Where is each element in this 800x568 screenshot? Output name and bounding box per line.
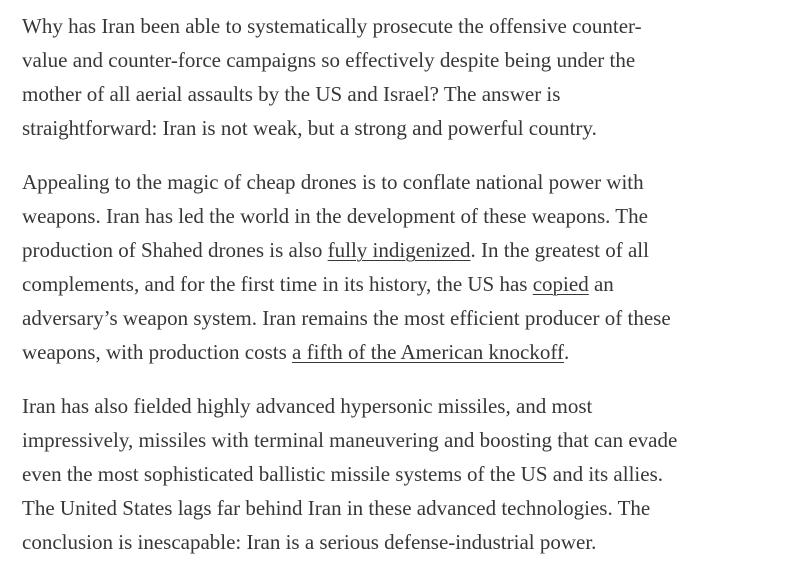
link-copied[interactable]: copied bbox=[532, 272, 589, 296]
text-segment: weapons, with production costs bbox=[22, 340, 293, 364]
text-segment: production of Shahed drones is also bbox=[22, 238, 328, 262]
paragraph-hypersonic bbox=[22, 389, 792, 559]
text-segment: . In the greatest of all bbox=[470, 238, 649, 262]
text-line: value and counter-force campaigns so effectively despite being under the bbox=[22, 48, 636, 72]
text-segment: . bbox=[563, 340, 570, 364]
paragraph-iran-strength bbox=[22, 9, 792, 145]
text-line: impressively, missiles with terminal maneuvering and boosting that can evade bbox=[22, 428, 678, 452]
text-line: straightforward: Iran is not weak, but a strong and powerful country. bbox=[22, 116, 597, 140]
text-line bbox=[22, 335, 792, 369]
link-fifth-of-american-knockoff[interactable]: a fifth of the American knockoff bbox=[292, 340, 564, 364]
text-line: even the most sophisticated ballistic missile systems of the US and its allies. bbox=[22, 462, 664, 486]
text-line: mother of all aerial assaults by the US and Israel? The answer is bbox=[22, 82, 561, 106]
text-line: The United States lags far behind Iran in these advanced technologies. The bbox=[22, 496, 651, 520]
text-line: weapons. Iran has led the world in the development of these weapons. The bbox=[22, 204, 648, 228]
link-fully-indigenized[interactable]: fully indigenized bbox=[327, 238, 471, 262]
text-segment: an bbox=[588, 272, 614, 296]
text-segment: complements, and for the first time in its history, the US has bbox=[22, 272, 533, 296]
paragraph-drones bbox=[22, 165, 792, 369]
text-line: conclusion is inescapable: Iran is a serious defense-industrial power. bbox=[22, 530, 597, 554]
text-line: adversary’s weapon system. Iran remains the most efficient producer of these bbox=[22, 306, 671, 330]
text-line bbox=[22, 267, 792, 301]
text-line: Appealing to the magic of cheap drones is to conflate national power with bbox=[22, 170, 644, 194]
text-line bbox=[22, 233, 792, 267]
text-line: Why has Iran been able to systematically prosecute the offensive counter- bbox=[22, 14, 642, 38]
text-line: Iran has also fielded highly advanced hypersonic missiles, and most bbox=[22, 394, 593, 418]
